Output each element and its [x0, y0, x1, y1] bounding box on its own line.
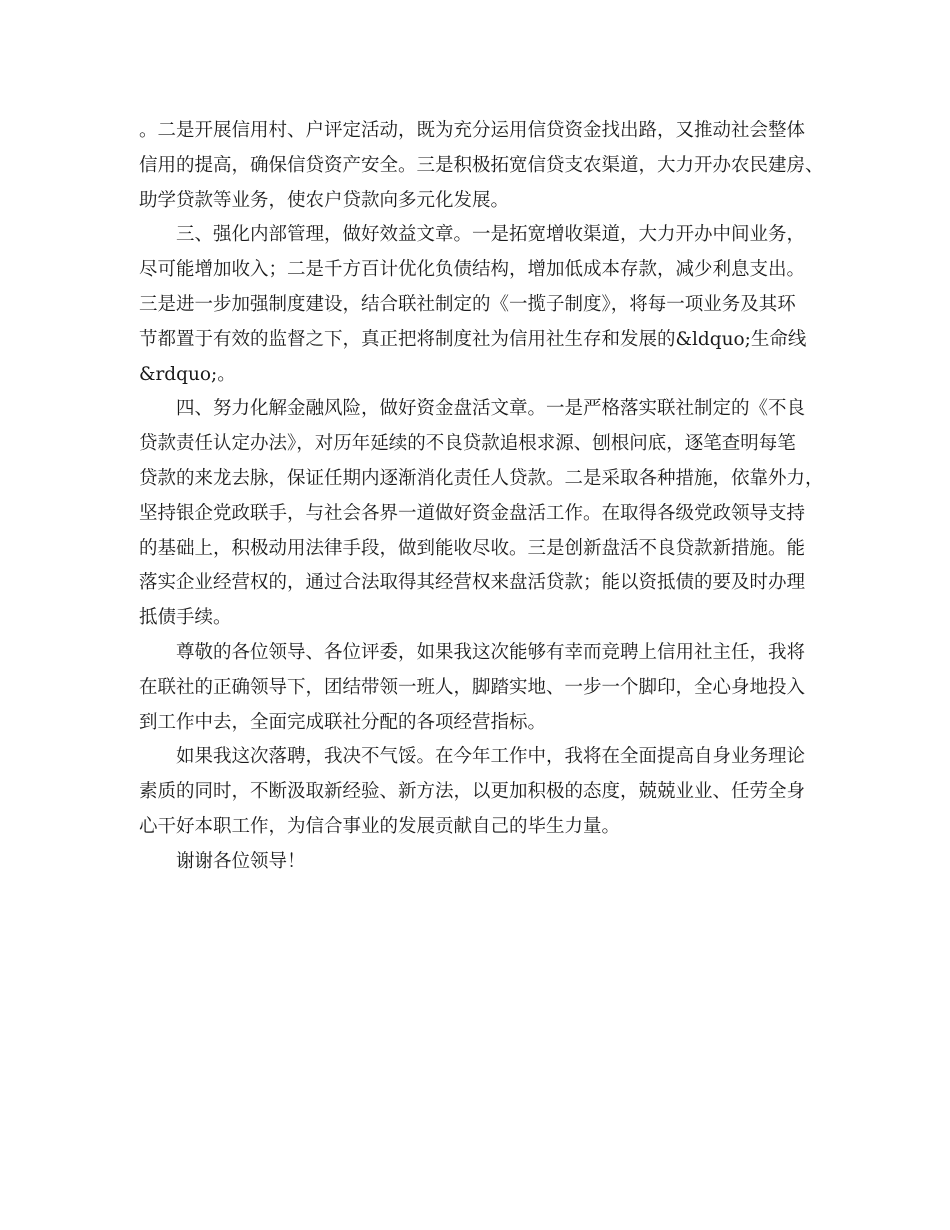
document-body: [139, 114, 829, 880]
text-line: 贷款的来龙去脉，保证任期内逐渐消化责任人贷款。二是采取各种措施，依靠外力，: [139, 467, 824, 489]
text-line: 贷款责任认定办法》，对历年延续的不良贷款追根求源、刨根问底，逐笔查明每笔: [139, 433, 796, 455]
paragraph-start-line: 尊敬的各位领导、各位评委，如果我这次能够有幸而竞聘上信用社主任，我将: [176, 641, 806, 663]
text-line: 落实企业经营权的，通过合法取得其经营权来盘活贷款；能以资抵债的要及时办理: [139, 572, 806, 594]
text-line: 节都置于有效的监督之下，真正把将制度社为信用社生存和发展的&ldquo;生命线: [139, 328, 807, 350]
paragraph-start-line: 四、努力化解金融风险，做好资金盘活文章。一是严格落实联社制定的《不良: [176, 398, 806, 420]
text-line: 信用的提高，确保信贷资产安全。三是积极拓宽信贷支农渠道，大力开办农民建房、: [139, 154, 824, 176]
text-line: 。二是开展信用村、户评定活动，既为充分运用信贷资金找出路，又推动社会整体: [139, 120, 806, 141]
text-line: 抵债手续。: [139, 607, 232, 629]
text-line: 素质的同时，不断汲取新经验、新方法，以更加积极的态度，兢兢业业、任劳全身: [139, 781, 806, 803]
text-line: &rdquo;。: [139, 363, 236, 385]
text-line: 三是进一步加强制度建设，结合联社制定的《一揽子制度》，将每一项业务及其环: [139, 293, 796, 315]
closing-line: 谢谢各位领导！: [176, 850, 306, 872]
paragraph-start-line: 三、强化内部管理，做好效益文章。一是拓宽增收渠道，大力开办中间业务，: [176, 224, 806, 246]
text-line: 助学贷款等业务，使农户贷款向多元化发展。: [139, 189, 510, 211]
text-line: 的基础上，积极动用法律手段，做到能收尽收。三是创新盘活不良贷款新措施。能: [139, 537, 806, 559]
paragraph-start-line: 如果我这次落聘，我决不气馁。在今年工作中，我将在全面提高自身业务理论: [176, 746, 806, 768]
text-line: 在联社的正确领导下，团结带领一班人，脚踏实地、一步一个脚印，全心身地投入: [139, 676, 806, 698]
text-line: 到工作中去，全面完成联社分配的各项经营指标。: [139, 711, 547, 733]
text-line: 坚持银企党政联手，与社会各界一道做好资金盘活工作。在取得各级党政领导支持: [139, 502, 806, 524]
text-line: 尽可能增加收入；二是千方百计优化负债结构，增加低成本存款，减少利息支出。: [139, 259, 806, 281]
text-line: 心干好本职工作，为信合事业的发展贡献自己的毕生力量。: [139, 815, 621, 837]
